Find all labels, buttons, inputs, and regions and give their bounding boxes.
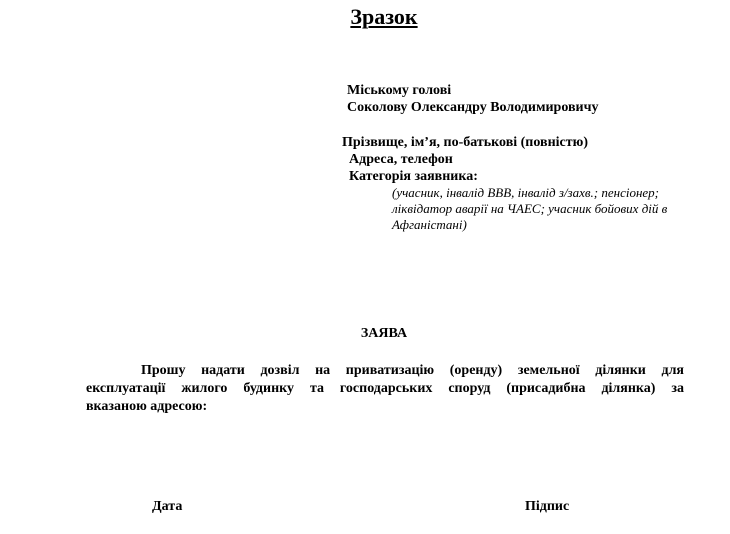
recipient-line-1: Міському голові [347, 83, 452, 98]
body-line-2: експлуатації жилого будинку та господарських споруд (присадибна ділянка) за [86, 381, 684, 396]
statement-heading: ЗАЯВА [360, 326, 408, 341]
category-note-line-3: Афганістані) [392, 217, 467, 232]
body-line-1: Прошу надати дозвіл на приватизацію (оренду) земельної ділянки для [141, 363, 684, 378]
signature-label: Підпис [525, 499, 570, 514]
date-label: Дата [152, 499, 183, 514]
category-note-line-1: (учасник, інвалід ВВВ, інвалід з/захв.; пенсіонер; [392, 185, 660, 200]
applicant-name-label: Прізвище, ім’я, по-батькові (повністю) [342, 135, 588, 150]
recipient-line-2: Соколову Олександру Володимировичу [347, 100, 599, 115]
applicant-category-label: Категорія заявника: [349, 169, 478, 184]
category-note-line-2: ліквідатор аварії на ЧАЕС; учасник бойових дій в [392, 201, 668, 216]
body-line-3: вказаною адресою: [86, 399, 208, 414]
document-title: Зразок [350, 4, 418, 29]
statement-body [86, 362, 684, 416]
applicant-address-label: Адреса, телефон [349, 152, 453, 167]
